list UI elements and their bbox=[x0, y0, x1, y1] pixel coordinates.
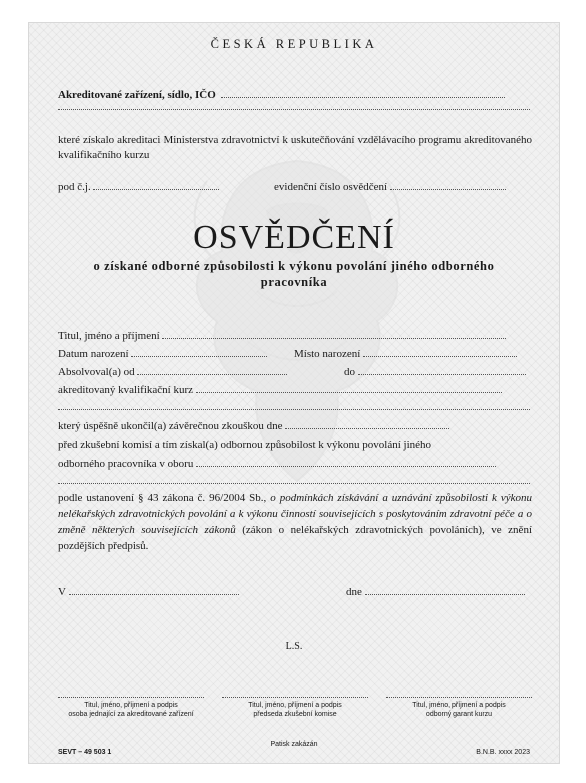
registry-number-field[interactable] bbox=[390, 179, 506, 190]
print-code: B.N.B. xxxx 2023 bbox=[476, 749, 530, 756]
exam-label: který úspěšně ukončil(a) závěrečnou zkouškou dne bbox=[58, 420, 283, 432]
law-prefix: podle ustanovení § 43 zákona č. 96/2004 Sb., bbox=[58, 492, 271, 504]
signature-2-caption-2: předseda zkušební komise bbox=[253, 710, 337, 718]
field-of-work-label: odborného pracovníka v oboru bbox=[58, 458, 194, 470]
signature-line-2[interactable] bbox=[222, 697, 368, 698]
signature-block-1 bbox=[51, 697, 211, 719]
institution-field[interactable] bbox=[221, 87, 505, 98]
birth-date-label: Datum narození bbox=[58, 348, 129, 360]
stamp-placeholder: L.S. bbox=[285, 641, 303, 652]
certificate-sheet bbox=[28, 22, 560, 764]
reference-field[interactable] bbox=[93, 179, 219, 190]
birth-date-field[interactable] bbox=[131, 346, 267, 357]
field-of-work-line2[interactable] bbox=[58, 483, 530, 484]
course-field-line2[interactable] bbox=[58, 409, 530, 410]
commission-text: před zkušební komisí a tím získal(a) odbornou způsobilost k výkonu povolání jiného bbox=[58, 439, 432, 451]
registry-number-label: evidenční číslo osvědčení bbox=[274, 181, 388, 193]
signature-1-caption-2: osoba jednající za akreditované zařízení bbox=[68, 710, 194, 718]
birth-place-field[interactable] bbox=[363, 346, 517, 357]
name-field[interactable] bbox=[162, 328, 506, 339]
field-of-work-field[interactable] bbox=[196, 456, 496, 467]
law-suffix: (zákon o nelékařských zdravotnických povoláních), ve znění pozdějších předpisů. bbox=[58, 524, 533, 552]
course-label: akreditovaný kvalifikační kurz bbox=[58, 384, 194, 396]
date-label: dne bbox=[346, 586, 362, 598]
from-label: Absolvoval(a) od bbox=[58, 366, 135, 378]
form-code: SEVT – 49 503 1 bbox=[58, 749, 112, 756]
institution-label: Akreditované zařízení, sídlo, IČO bbox=[58, 89, 216, 101]
signature-line-1[interactable] bbox=[58, 697, 204, 698]
date-field[interactable] bbox=[365, 584, 525, 595]
signature-3-caption-2: odborný garant kurzu bbox=[425, 710, 493, 718]
institution-field-line2[interactable] bbox=[58, 109, 530, 110]
exam-date-field[interactable] bbox=[285, 418, 449, 429]
law-paragraph bbox=[58, 490, 532, 554]
reprint-notice: Patisk zakázán bbox=[270, 741, 318, 748]
birth-place-label: Místo narození bbox=[294, 348, 361, 360]
signature-3-caption-1: Titul, jméno, příjmení a podpis bbox=[412, 702, 506, 709]
signature-1-caption-1: Titul, jméno, příjmení a podpis bbox=[84, 702, 178, 709]
place-label: V bbox=[58, 586, 66, 598]
signature-block-3 bbox=[379, 697, 539, 719]
reference-label: pod č.j. bbox=[58, 181, 91, 193]
country-heading: ČESKÁ REPUBLIKA bbox=[210, 37, 378, 51]
certificate-title: OSVĚDČENÍ bbox=[193, 219, 395, 256]
name-label: Titul, jméno a příjmení bbox=[58, 330, 160, 342]
to-field[interactable] bbox=[358, 364, 526, 375]
from-field[interactable] bbox=[137, 364, 287, 375]
course-field[interactable] bbox=[196, 382, 502, 393]
law-title: o podmínkách získávání a uznávání způsobilosti k výkonu nelékařských zdravotnických povolání a k výkonu činností souvisejících s poskytováním zdravotní péče a o změně některých souvisejících zákonů bbox=[58, 492, 532, 536]
certificate-subtitle: o získané odborné způsobilosti k výkonu povolání jiného odborného pracovníka bbox=[93, 259, 495, 289]
institution-description: které získalo akreditaci Ministerstva zdravotnictví k uskutečňování vzdělávacího programu akreditovaného kvalifikačního kurzu bbox=[58, 134, 532, 161]
signature-2-caption-1: Titul, jméno, příjmení a podpis bbox=[248, 702, 342, 709]
place-field[interactable] bbox=[69, 584, 239, 595]
signature-line-3[interactable] bbox=[386, 697, 532, 698]
signature-block-2 bbox=[215, 697, 375, 719]
to-label: do bbox=[344, 366, 355, 378]
